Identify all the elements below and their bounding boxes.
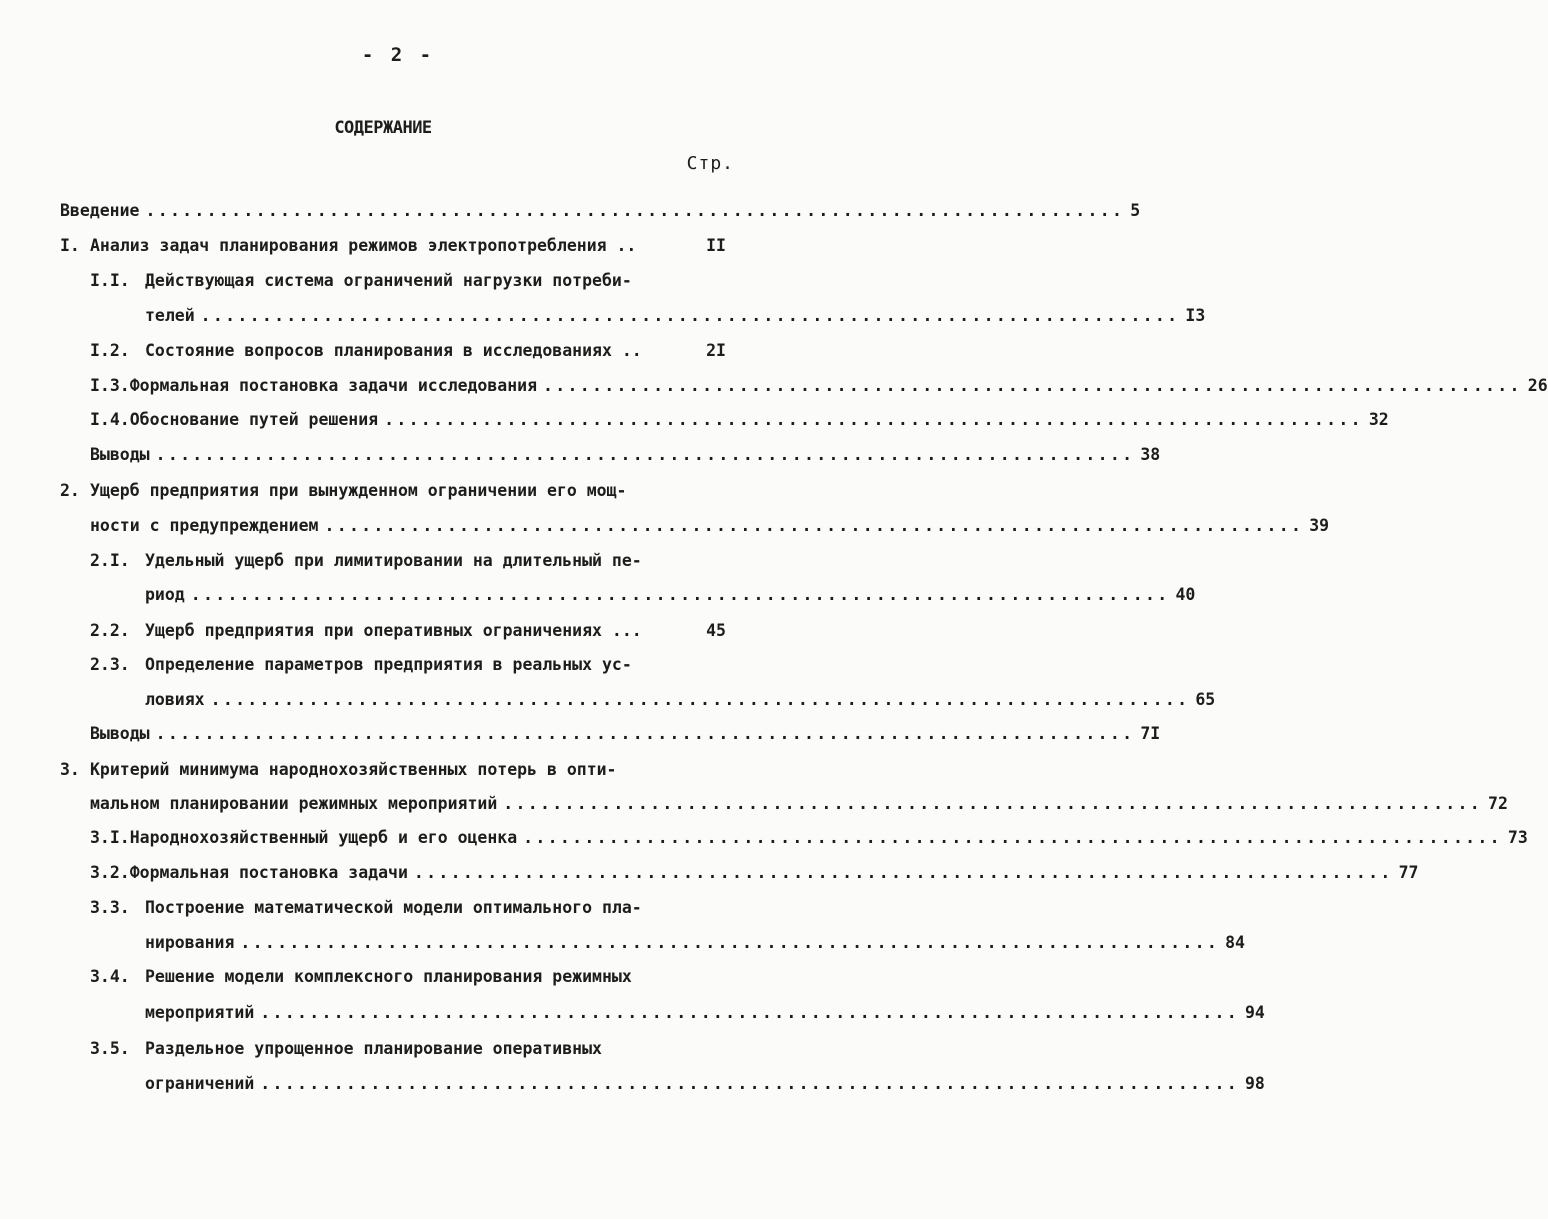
toc-entry-title: Формальная постановка задачи (129, 863, 408, 882)
toc-entry (90, 511, 1330, 541)
toc-entry-number: 2.3. (90, 655, 130, 674)
toc-entry (90, 823, 1528, 853)
toc-entry (90, 858, 1419, 888)
toc-entry-title: ловиях (145, 690, 205, 709)
toc-entry-number: 3. (60, 760, 80, 779)
toc-entry-page: 32 (1368, 410, 1389, 429)
toc-leader-dots: ................................................................................ (260, 1074, 1239, 1093)
toc-entry (90, 266, 726, 296)
toc-entry-title: Выводы (90, 445, 150, 464)
toc-entry-number: I.4. (90, 410, 130, 429)
toc-leader-dots: ................................................................................ (200, 306, 1180, 325)
toc-entry-title: Раздельное упрощенное планирование оперативных (145, 1039, 602, 1058)
toc-entry-title: ности с предупреждением (90, 516, 319, 535)
toc-entry-page: 39 (1309, 516, 1330, 535)
toc-entry (145, 580, 1196, 610)
toc-entry-title: Состояние вопросов планирования в исследованиях .. (145, 341, 642, 360)
toc-entry-title: Обоснование путей решения (129, 410, 379, 429)
toc-leader-dots: ................................................................................ (413, 863, 1393, 882)
toc-leader-dots: ................................................................................ (145, 201, 1125, 220)
toc-entry-page: 26 (1527, 376, 1548, 395)
toc-entry-page: 77 (1398, 863, 1419, 882)
toc-entry-title: Построение математической модели оптимального пла- (145, 898, 642, 917)
toc-entry-number: 2.2. (90, 621, 130, 640)
page-column-label: Стр. (686, 153, 734, 174)
toc-entry-page: 40 (1175, 585, 1196, 604)
toc-entry (90, 546, 726, 576)
toc-entry (60, 231, 726, 261)
toc-entry-title: Действующая система ограничений нагрузки потреби- (145, 271, 632, 290)
toc-leader-dots: ................................................................................ (240, 933, 1220, 952)
toc-entry (90, 1034, 726, 1064)
toc-entry-page: 45 (706, 621, 726, 640)
toc-entry-page: 65 (1195, 690, 1216, 709)
page-title: СОДЕРЖАНИЕ (334, 118, 432, 138)
toc-entry-title: Народнохозяйственный ущерб и его оценка (129, 828, 518, 847)
toc-entry-page: 94 (1245, 1003, 1265, 1022)
toc-entry-number: 3.3. (90, 898, 130, 917)
toc-entry-page: 5 (1130, 201, 1141, 220)
toc-entry (90, 893, 726, 923)
toc-entry (90, 719, 1161, 749)
toc-entry-title: Формальная постановка задачи исследования (129, 376, 538, 395)
toc-entry-number: I.I. (90, 271, 130, 290)
toc-leader-dots: ................................................................................ (190, 585, 1170, 604)
toc-entry (90, 440, 1161, 470)
toc-leader-dots: ................................................................................ (523, 828, 1502, 847)
toc-entry-title: телей (145, 306, 195, 325)
toc-leader-dots: ................................................................................ (155, 724, 1135, 743)
toc-entry-page: 73 (1507, 828, 1528, 847)
toc-entry-title: Анализ задач планирования режимов электропотребления .. (90, 236, 637, 255)
toc-entry-page: 72 (1488, 794, 1508, 813)
toc-leader-dots: ................................................................................ (324, 516, 1304, 535)
toc-entry-title: нирования (145, 933, 235, 952)
page-number: - 2 - (361, 44, 435, 66)
toc-entry (60, 755, 726, 785)
toc-entry-number: 3.I. (90, 828, 130, 847)
toc-entry-title: Выводы (90, 724, 150, 743)
toc-entry-page: I3 (1185, 306, 1206, 325)
toc-entry-title: Определение параметров предприятия в реальных ус- (145, 655, 632, 674)
toc-leader-dots: ................................................................................ (503, 794, 1483, 813)
toc-entry (145, 998, 1265, 1028)
toc-entry-number: I.3. (90, 376, 130, 395)
toc-entry-page: 7I (1140, 724, 1161, 743)
toc-entry (145, 1069, 1265, 1099)
toc-entry-title: Ущерб предприятия при вынужденном ограничении его мощ- (90, 481, 627, 500)
toc-entry (90, 405, 1389, 435)
toc-entry-page: 84 (1225, 933, 1245, 952)
toc-entry-title: мальном планировании режимных мероприятий (90, 794, 498, 813)
toc-entry-page: II (706, 236, 726, 255)
toc-entry (60, 476, 726, 506)
toc-entry (90, 616, 726, 646)
toc-entry (90, 336, 726, 366)
toc-entry-title: ограничений (145, 1074, 255, 1093)
toc-entry (90, 650, 726, 680)
toc-entry-number: 3.2. (90, 863, 130, 882)
toc-leader-dots: ................................................................................ (155, 445, 1135, 464)
toc-entry (145, 928, 1245, 958)
toc-entry-number: 2. (60, 481, 80, 500)
toc-leader-dots: ................................................................................ (210, 690, 1190, 709)
toc-entry (145, 301, 1206, 331)
toc-leader-dots: ................................................................................ (543, 376, 1522, 395)
toc-entry-number: 3.4. (90, 967, 130, 986)
toc-entry (90, 962, 726, 992)
toc-entry (90, 789, 1508, 819)
toc-entry (60, 196, 1141, 226)
toc-entry-page: 38 (1140, 445, 1161, 464)
toc-entry-number: 2.I. (90, 551, 130, 570)
toc-entry-number: 3.5. (90, 1039, 130, 1058)
toc-entry-number: I. (60, 236, 80, 255)
toc-entry-title: Удельный ущерб при лимитировании на длительный пе- (145, 551, 642, 570)
toc-entry-page: 98 (1245, 1074, 1265, 1093)
toc-entry-title: Решение модели комплексного планирования режимных (145, 967, 632, 986)
toc-entry (145, 685, 1216, 715)
toc-entry-page: 2I (706, 341, 726, 360)
toc-entry-title: Введение (60, 201, 140, 220)
toc-entry-title: риод (145, 585, 185, 604)
toc-leader-dots: ................................................................................ (384, 410, 1363, 429)
toc-entry-title: мероприятий (145, 1003, 255, 1022)
toc-entry-title: Критерий минимума народнохозяйственных потерь в опти- (90, 760, 617, 779)
toc-entry-number: I.2. (90, 341, 130, 360)
toc-entry (90, 371, 1548, 401)
toc-leader-dots: ................................................................................ (260, 1003, 1239, 1022)
toc-entry-title: Ущерб предприятия при оперативных ограничениях ... (145, 621, 642, 640)
